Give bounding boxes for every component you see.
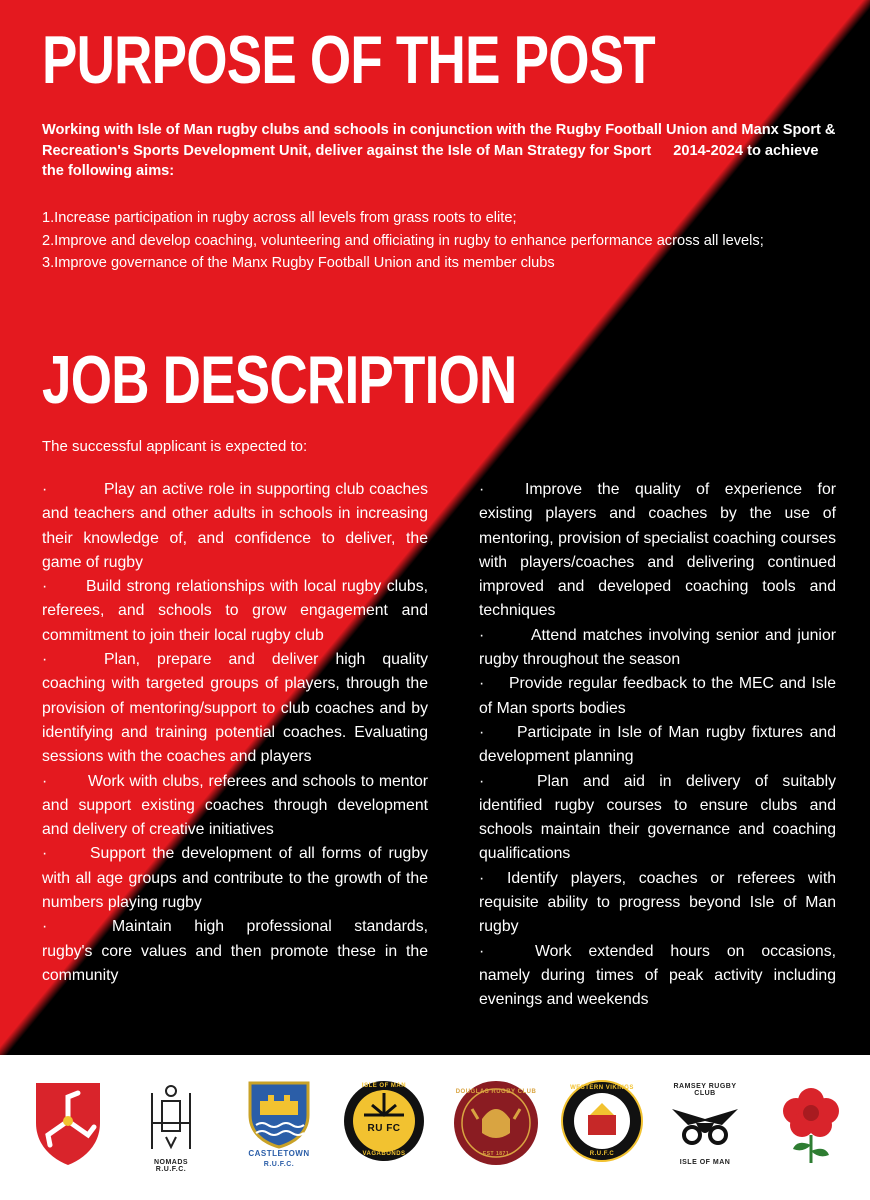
ramsey-logo — [664, 1079, 746, 1179]
bullet: · — [42, 651, 48, 669]
duty-item — [479, 940, 836, 1013]
duty-text: Attend matches involving senior and junior rugby throughout the season — [479, 626, 836, 669]
duty-item — [42, 575, 428, 648]
ramsey-caption-top: RAMSEY RUGBY CLUB — [673, 1083, 737, 1097]
duty-item — [479, 478, 836, 624]
douglas-est: EST 1871 — [482, 1151, 510, 1157]
bullet: · — [42, 845, 48, 863]
duty-item — [479, 721, 836, 770]
bullet: · — [479, 675, 485, 693]
purpose-intro-text: Working with Isle of Man rugby clubs and schools in conjunction with the Rugby Football Union and Manx Sport & Recreation's Sports Development Unit, deliver against the Isle of Man Strategy for Sport — [42, 122, 836, 159]
nomads-logo — [140, 1079, 202, 1179]
aim-item: 2.Improve and develop coaching, volunteering and officiating in rugby to enhance performance across all levels; — [42, 232, 764, 249]
triskelion-shield-icon — [32, 1079, 104, 1167]
job-lead: The successful applicant is expected to: — [42, 438, 308, 455]
duty-text: Play an active role in supporting club coaches and teachers and other adults in schools in increasing their knowledge of, and confidence to deliver, the game of rugby — [42, 481, 428, 571]
nomads-caption: NOMADS R.U.F.C. — [153, 1159, 189, 1173]
duty-text: Build strong relationships with local rugby clubs, referees, and schools to grow engagement and commitment to join their local rugby club — [42, 578, 428, 644]
bullet: · — [479, 481, 485, 498]
duties-left-column — [42, 478, 428, 988]
castletown-shield-icon — [246, 1079, 312, 1149]
castletown-logo — [246, 1079, 312, 1179]
duty-text: Plan, prepare and deliver high quality coaching with targeted groups of players, through the provision of mentoring/support to club coaches and by identifying and training potential coaches. Evaluating sessions with the coaches and players — [42, 651, 428, 766]
duty-text: Plan and aid in delivery of suitably identified rugby courses to ensure clubs and schools maintain their governance and coaching qualifications — [479, 772, 836, 863]
ramsey-caption-bottom: ISLE OF MAN — [679, 1159, 731, 1166]
england-rose-logo — [776, 1079, 846, 1179]
job-heading: JOB DESCRIPTION — [42, 342, 517, 418]
duty-text: Support the development of all forms of rugby with all age groups and contribute to the growth of the numbers playing rugby — [42, 845, 428, 912]
bullet: · — [42, 481, 48, 498]
western-vikings-logo — [560, 1079, 644, 1179]
purpose-intro — [42, 120, 842, 182]
douglas-caption: DOUGLAS RUGBY CLUB — [455, 1089, 537, 1095]
duty-item — [42, 478, 428, 575]
vagabonds-letters: RU FC — [367, 1123, 401, 1134]
duty-item — [479, 624, 836, 673]
bullet: · — [479, 869, 485, 887]
purpose-intro-dates: 2014-2024 to achieve the following aims: — [42, 142, 819, 179]
castletown-caption-sub: R.U.F.C. — [263, 1161, 295, 1168]
bullet: · — [479, 772, 485, 790]
purpose-heading: PURPOSE OF THE POST — [42, 22, 655, 98]
aim-item: 3.Improve governance of the Manx Rugby Football Union and its member clubs — [42, 255, 555, 271]
duties-right-column — [479, 478, 836, 1013]
duty-text: Maintain high professional standards, rugby's core values and then promote these in the community — [42, 918, 428, 984]
douglas-logo — [452, 1079, 540, 1179]
duty-item — [479, 672, 836, 721]
bullet: · — [479, 942, 485, 960]
nomads-crest-icon — [140, 1079, 202, 1155]
western-vikings-caption: WESTERN VIKINGS — [570, 1085, 634, 1091]
ramsey-ram-icon — [664, 1095, 746, 1155]
aim-item: 1.Increase participation in rugby across all levels from grass roots to elite; — [42, 210, 517, 226]
bullet: · — [479, 626, 485, 644]
duty-text: Work extended hours on occasions, namely during times of peak activity including evenings and weekends — [479, 942, 836, 1009]
duty-text: Identify players, coaches or referees with requisite ability to progress beyond Isle of Man rugby — [479, 869, 836, 936]
red-rose-icon — [776, 1079, 846, 1169]
club-logos-bar — [0, 1055, 870, 1200]
duty-item — [479, 770, 836, 867]
vagabonds-caption-top: ISLE OF MAN — [361, 1083, 407, 1089]
western-vikings-caption-bottom: R.U.F.C — [589, 1151, 615, 1157]
duty-text: Work with clubs, referees and schools to mentor and support existing coaches through development and delivery of creative initiatives — [42, 772, 428, 839]
duty-item — [42, 770, 428, 843]
duty-text: Improve the quality of experience for existing players and coaches by the use of mentoring, provision of specialist coaching courses with players/coaches and delivering continued improved and developed coaching tools and techniques — [479, 481, 836, 620]
aims-list — [42, 207, 842, 275]
bullet: · — [42, 918, 48, 936]
duty-item — [42, 842, 428, 915]
bullet: · — [479, 723, 485, 741]
duty-item — [479, 867, 836, 940]
duty-item — [42, 915, 428, 988]
vagabonds-caption-bottom: VAGABONDS — [362, 1151, 406, 1157]
duty-text: Provide regular feedback to the MEC and Isle of Man sports bodies — [479, 675, 836, 717]
castletown-caption: CASTLETOWN — [248, 1149, 310, 1158]
duty-text: Participate in Isle of Man rugby fixtures and development planning — [479, 723, 836, 766]
bullet: · — [42, 772, 48, 790]
isle-of-man-shield-logo — [32, 1079, 104, 1179]
duty-item — [42, 648, 428, 769]
bullet: · — [42, 578, 48, 596]
vagabonds-logo — [342, 1079, 426, 1179]
